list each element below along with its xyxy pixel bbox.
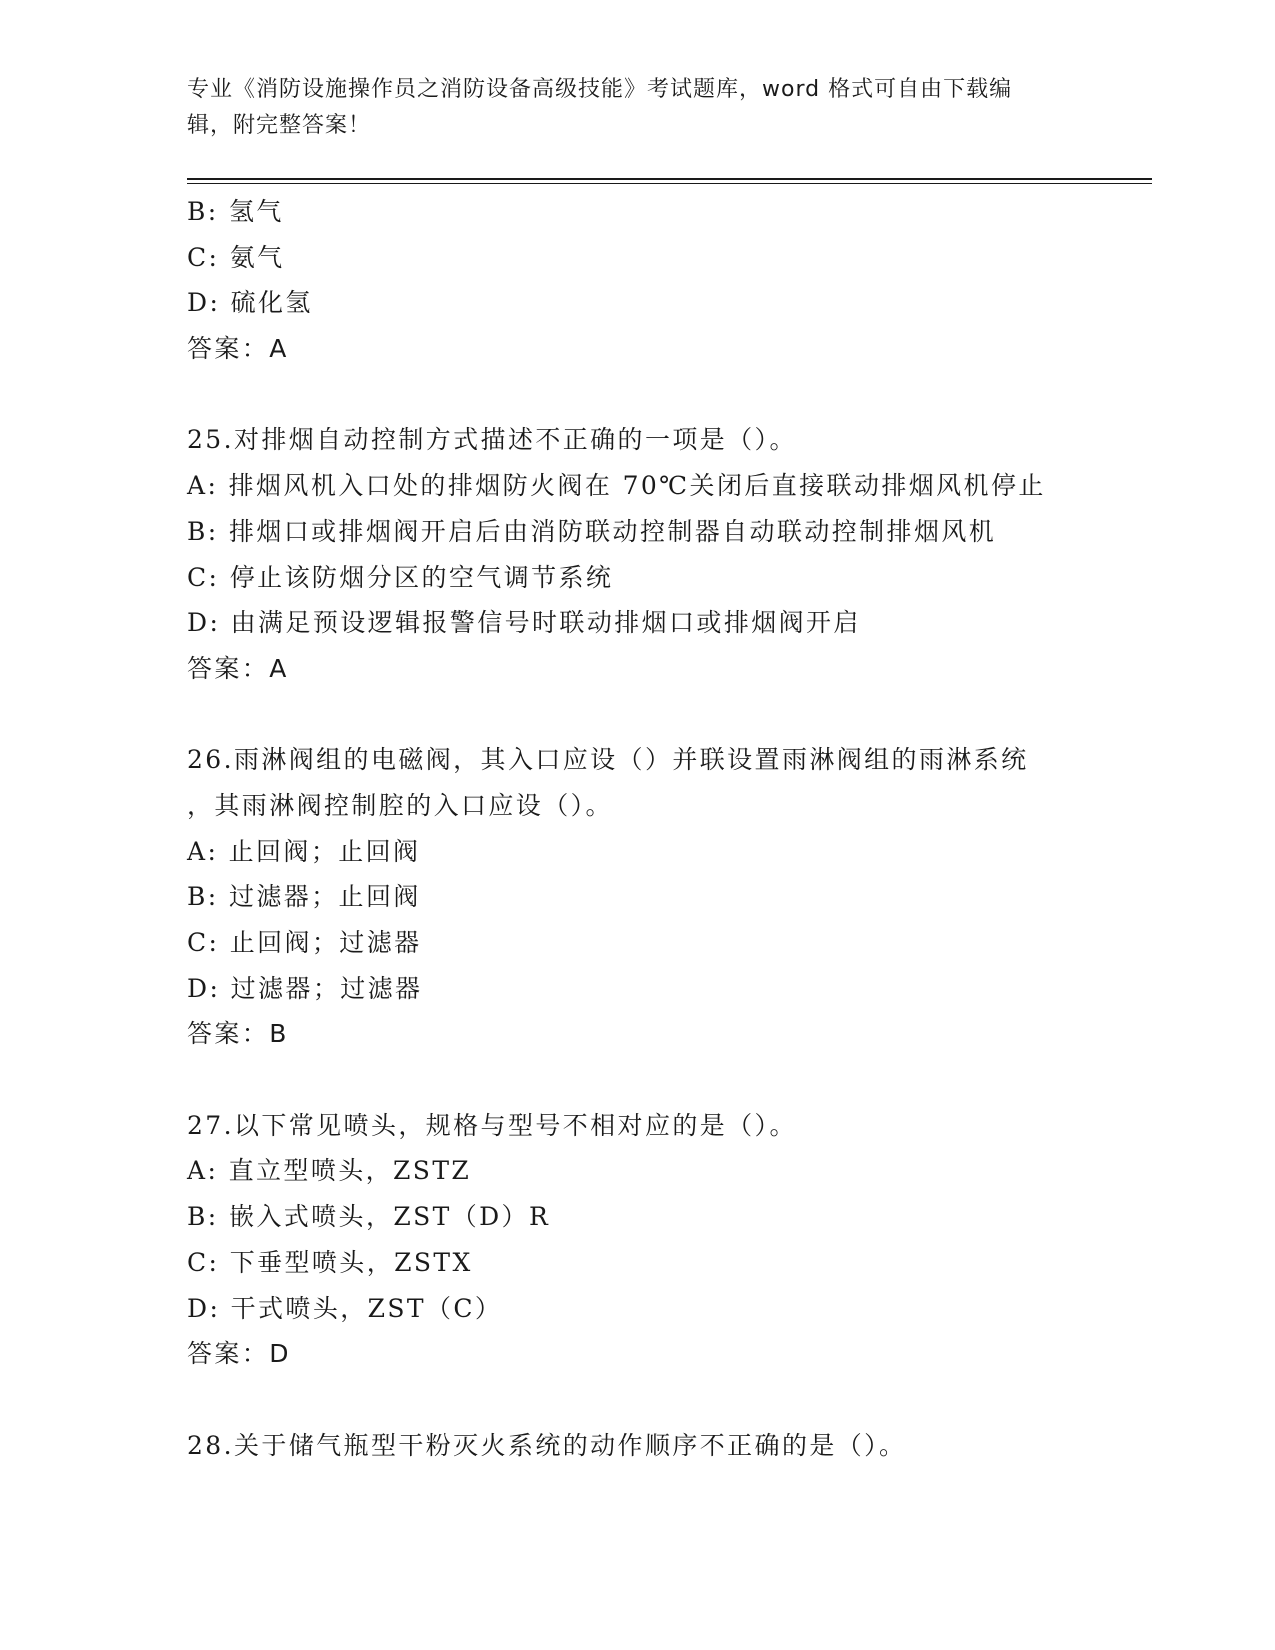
question-stem: 25.对排烟自动控制方式描述不正确的一项是（）。 xyxy=(187,425,797,455)
header-line-2: 辑，附完整答案！ xyxy=(187,113,372,138)
option-d: D: 干式喷头，ZST（C） xyxy=(187,1293,503,1323)
option-d: D: 硫化氢 xyxy=(187,288,313,318)
option-c: C: 止回阀；过滤器 xyxy=(187,928,422,957)
question-24-continued xyxy=(187,189,1152,372)
answer-line: 答案：A xyxy=(187,653,289,683)
question-25 xyxy=(187,417,1152,691)
option-c: C: 下垂型喷头，ZSTX xyxy=(187,1247,473,1277)
document-header xyxy=(187,72,1067,144)
question-stem: 27.以下常见喷头，规格与型号不相对应的是（）。 xyxy=(187,1110,797,1140)
option-a: A: 排烟风机入口处的排烟防火阀在 70℃关闭后直接联动排烟风机停止 xyxy=(187,471,1046,501)
option-a: A: 止回阀；止回阀 xyxy=(187,836,421,866)
option-b: B: 氢气 xyxy=(187,197,284,226)
question-stem: 26.雨淋阀组的电磁阀，其入口应设（）并联设置雨淋阀组的雨淋系统 xyxy=(187,745,1029,775)
option-a: A: 直立型喷头，ZSTZ xyxy=(187,1156,472,1186)
option-d: D: 由满足预设逻辑报警信号时联动排烟口或排烟阀开启 xyxy=(187,608,861,638)
option-d: D: 过滤器；过滤器 xyxy=(187,973,423,1003)
option-c: C: 停止该防烟分区的空气调节系统 xyxy=(187,562,614,592)
option-b: B: 过滤器；止回阀 xyxy=(187,882,421,912)
option-c: C: 氨气 xyxy=(187,242,285,272)
header-rule-thin xyxy=(187,183,1152,184)
answer-line: 答案：D xyxy=(187,1339,291,1369)
option-b: B: 嵌入式喷头，ZST（D）R xyxy=(187,1202,551,1232)
option-b: B: 排烟口或排烟阀开启后由消防联动控制器自动联动控制排烟风机 xyxy=(187,516,997,546)
header-line-1: 专业《消防设施操作员之消防设备高级技能》考试题库，word 格式可自由下载编 xyxy=(187,77,1013,102)
question-27 xyxy=(187,1103,1152,1377)
question-stem-continued: ，其雨淋阀控制腔的入口应设（）。 xyxy=(187,790,613,820)
answer-line: 答案：B xyxy=(187,1019,289,1049)
question-26 xyxy=(187,737,1152,1057)
question-28 xyxy=(187,1423,1152,1469)
answer-line: 答案：A xyxy=(187,334,289,364)
header-rule xyxy=(187,178,1152,180)
question-stem: 28.关于储气瓶型干粉灭火系统的动作顺序不正确的是（）。 xyxy=(187,1430,907,1460)
question-list xyxy=(187,189,1152,1468)
